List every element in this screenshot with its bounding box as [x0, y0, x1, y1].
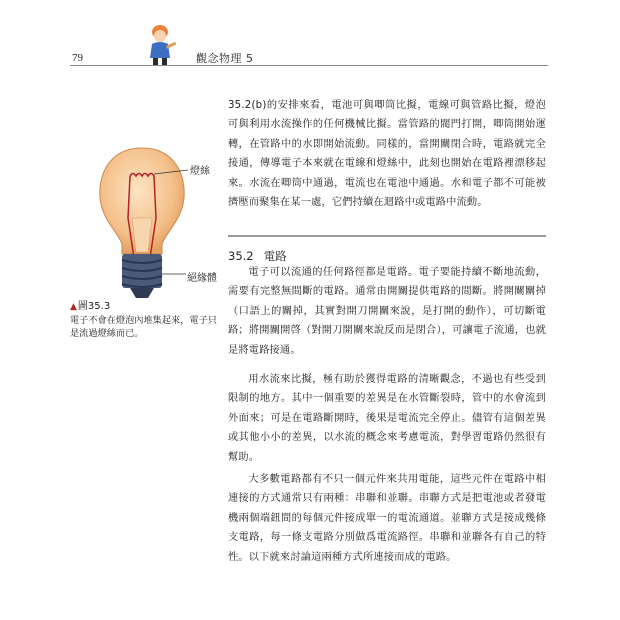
- body-paragraph-2-block: [228, 370, 546, 467]
- section-number: 35.2: [228, 249, 254, 263]
- caption-label-row: [70, 300, 220, 314]
- body-paragraph: 用水流來比擬，極有助於獲得電路的清晰觀念，不過也有些受到限制的地方。其中一個重要的差異是在水管斷裂時，管中的水會流到外面來；可是在電路斷開時，後果是電流完全停止。儘管有這個差異或其他小小的差異，以水流的概念來考慮電流，對學習電路仍然很有幫助。: [228, 374, 546, 463]
- intro-paragraph-block: [228, 96, 546, 212]
- section-heading: [228, 248, 287, 264]
- page-number: 79: [72, 52, 83, 64]
- triangle-marker-icon: ▲: [70, 302, 77, 312]
- caption-text: 電子不會在燈泡內堆集起來，電子只是流過燈絲而已。: [70, 315, 217, 339]
- intro-paragraph: 35.2(b)的安排來看，電池可與唧筒比擬，電線可與管路比擬，燈泡可與利用水流操作的任何機械比擬。當管路的閥門打開，唧筒開始運轉，在管路中的水即開始流動。同樣的，當開關閉合時，電路就完全接通，傳導電子本來就在電線和燈絲中，此刻也開始在電路裡漂移起來。水流在唧筒中通過，電流也在電池中通過。水和電子都不可能被擠壓而聚集在某一處，它們持續在迴路中或電路中流動。: [228, 100, 546, 209]
- section-title: 電路: [263, 249, 287, 263]
- body-paragraph: 大多數電路都有不只一個元件來共用電能，這些元件在電路中相連接的方式通常只有兩種：串聯和並聯。串聯方式是把電池或者發電機兩個端鈕間的每個元件接成單一的電流通道。並聯方式是接成幾條支電路，每一條支電路分別做爲電流路徑。串聯和並聯各有自己的特性。以下就來討論這兩種方式所連接而成的電路。: [228, 474, 546, 563]
- label-filament: 燈絲: [190, 166, 210, 177]
- body-paragraph-1-block: [228, 263, 546, 360]
- section-divider: [228, 235, 546, 237]
- running-title: 觀念物理 5: [196, 52, 254, 65]
- label-insulator: 絕緣體: [187, 273, 217, 284]
- figure-caption: [70, 300, 220, 340]
- caption-label: 圖35.3: [77, 301, 111, 312]
- cartoon-student-icon: [140, 22, 180, 68]
- body-paragraph: 電子可以流通的任何路徑都是電路。電子要能持續不斷地流動，需要有完整無間斷的電路。通常由開關提供電路的間斷。將開關關掉（口語上的關掉，其實對開刀開關來說，是打開的動作），可切斷電路；將開關開啓（對開刀開關來說反而是閉合），可讓電子流通，也就是將電路接通。: [228, 267, 546, 356]
- header-divider: [70, 65, 548, 66]
- body-paragraph-3-block: [228, 470, 546, 567]
- insulator-base: [122, 254, 162, 298]
